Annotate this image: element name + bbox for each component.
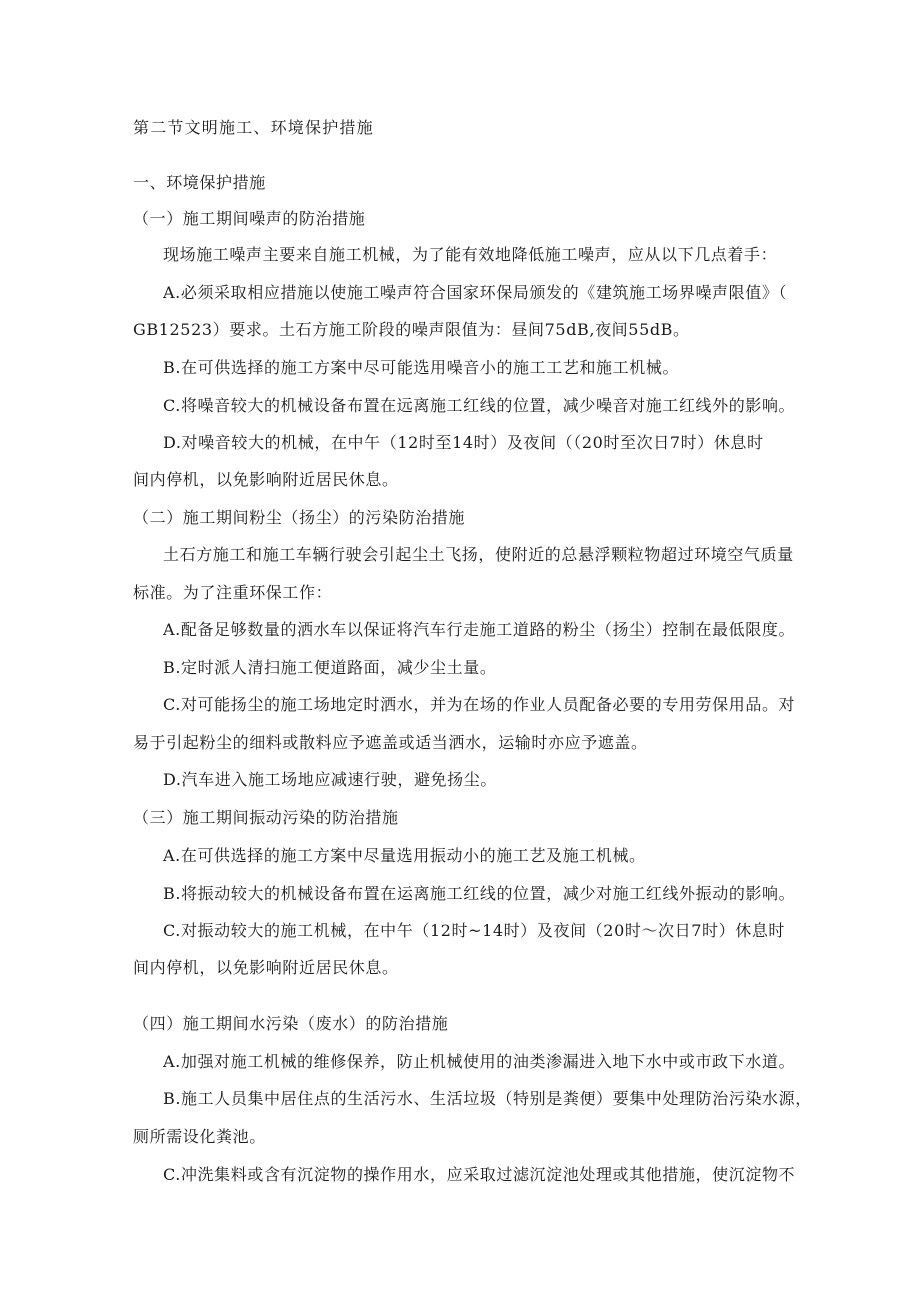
paragraph-dust-c-line2: 易于引起粉尘的细料或散料应予遮盖或适当洒水，运输时亦应予遮盖。 bbox=[133, 733, 648, 752]
paragraph-vibration-c-line2: 间内停机，以免影响附近居民休息。 bbox=[133, 958, 399, 977]
subheading-dust: （二）施工期间粉尘（扬尘）的污染防治措施 bbox=[133, 508, 466, 527]
subheading-vibration: （三）施工期间振动污染的防治措施 bbox=[133, 808, 399, 827]
subheading-noise: （一）施工期间噪声的防治措施 bbox=[133, 209, 366, 228]
paragraph-noise-intro: 现场施工噪声主要来自施工机械，为了能有效地降低施工噪声，应从以下几点着手： bbox=[163, 245, 778, 264]
subheading-water: （四）施工期间水污染（废水）的防治措施 bbox=[133, 1014, 449, 1033]
paragraph-dust-a: A.配备足够数量的洒水车以保证将汽车行走施工道路的粉尘（扬尘）控制在最低限度。 bbox=[163, 620, 796, 639]
heading-environment-protection: 一、环境保护措施 bbox=[133, 173, 266, 192]
section-title: 第二节文明施工、环境保护措施 bbox=[133, 118, 374, 137]
paragraph-water-a: A.加强对施工机械的维修保养，防止机械使用的油类渗漏进入地下水中或市政下水道。 bbox=[163, 1052, 796, 1071]
paragraph-vibration-c-line1: C.对振动较大的施工机械，在中午（12时~14时）及夜间（20时～次日7时）休息时 bbox=[163, 921, 786, 940]
paragraph-water-c: C.冲洗集料或含有沉淀物的操作用水，应采取过滤沉淀池处理或其他措施，使沉淀物不 bbox=[163, 1165, 796, 1184]
paragraph-vibration-b: B.将振动较大的机械设备布置在运离施工红线的位置，减少对施工红线外振动的影响。 bbox=[163, 884, 796, 903]
paragraph-water-b-line1: B.施工人员集中居住点的生活污水、生活垃圾（特别是粪便）要集中处理防治污染水源， bbox=[163, 1089, 812, 1108]
paragraph-dust-b: B.定时派人清扫施工便道路面，减少尘土量。 bbox=[163, 658, 497, 677]
paragraph-vibration-a: A.在可供选择的施工方案中尽量选用振动小的施工艺及施工机械。 bbox=[163, 846, 646, 865]
paragraph-dust-d: D.汽车进入施工场地应减速行驶，避免扬尘。 bbox=[163, 770, 497, 789]
paragraph-noise-d-line1: D.对噪音较大的机械，在中午（12时至14时）及夜间（（20时至次日7时）休息时 bbox=[163, 433, 764, 452]
paragraph-noise-a-line2: GB12523）要求。土石方施工阶段的噪声限值为：昼间75dB,夜间55dB。 bbox=[133, 320, 690, 339]
paragraph-dust-intro-line2: 标准。为了注重环保工作： bbox=[133, 583, 333, 602]
paragraph-noise-a-line1: A.必须采取相应措施以使施工噪声符合国家环保局颁发的《建筑施工场界噪声限值》（ bbox=[163, 283, 788, 302]
paragraph-noise-c: C.将噪音较大的机械设备布置在远离施工红线的位置，减少噪音对施工红线外的影响。 bbox=[163, 396, 796, 415]
paragraph-noise-b: B.在可供选择的施工方案中尽可能选用噪音小的施工工艺和施工机械。 bbox=[163, 358, 680, 377]
paragraph-water-b-line2: 厕所需设化粪池。 bbox=[133, 1127, 266, 1146]
paragraph-dust-intro-line1: 土石方施工和施工车辆行驶会引起尘土飞扬，使附近的总悬浮颗粒物超过环境空气质量 bbox=[163, 545, 794, 564]
paragraph-noise-d-line2: 间内停机，以免影响附近居民休息。 bbox=[133, 470, 399, 489]
paragraph-dust-c-line1: C.对可能扬尘的施工场地定时洒水，并为在场的作业人员配备必要的专用劳保用品。对 bbox=[163, 695, 796, 714]
